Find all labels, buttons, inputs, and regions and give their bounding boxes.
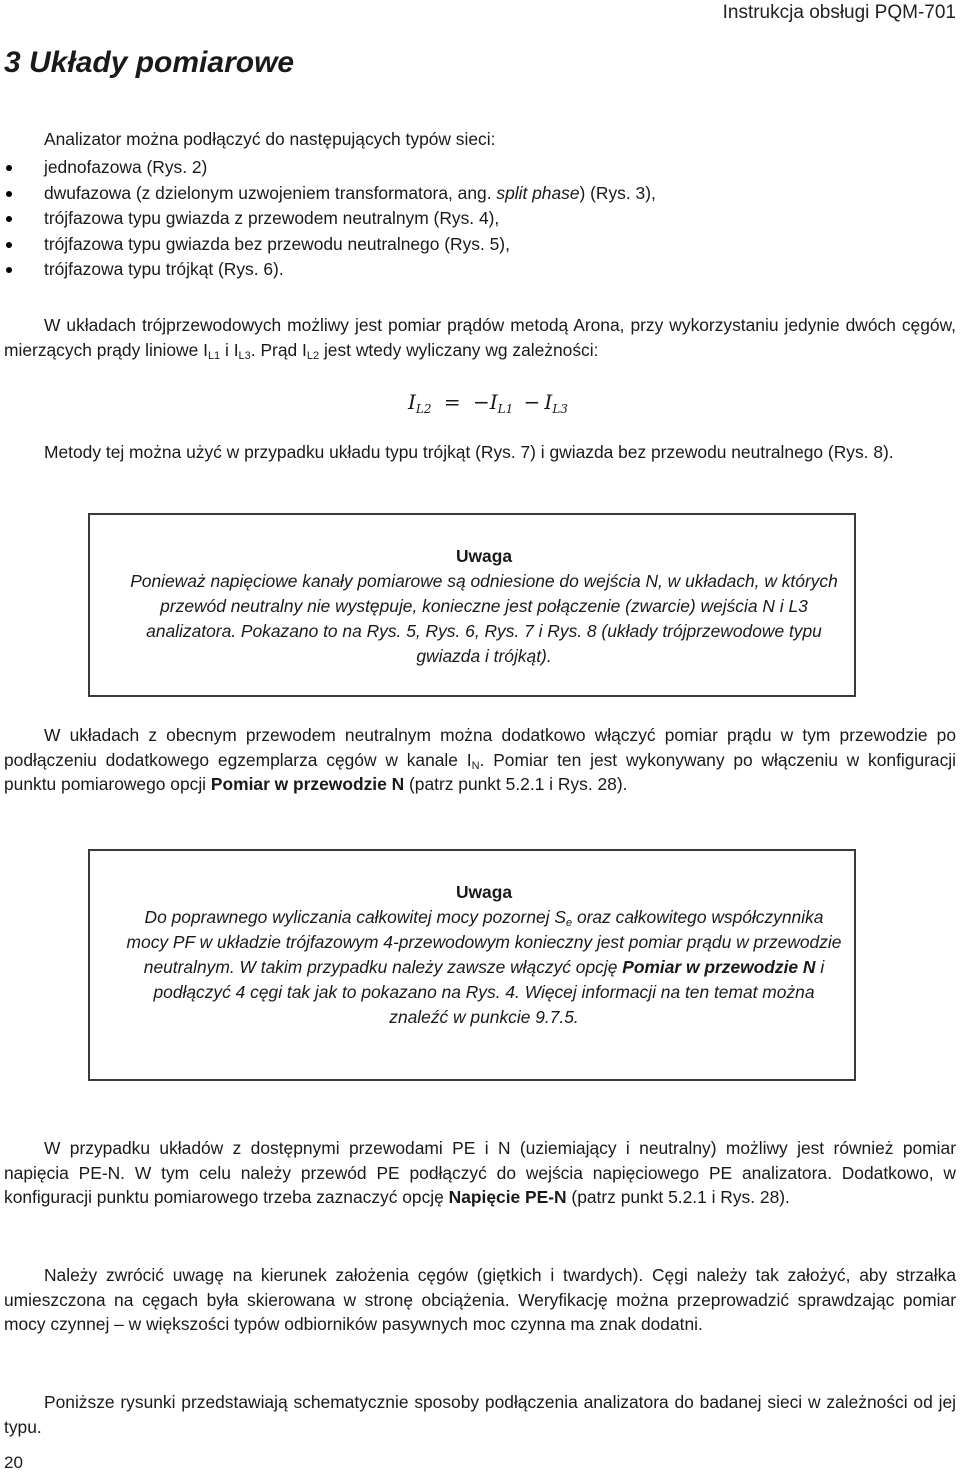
figures-intro-paragraph: Poniższe rysunki przedstawiają schematycznie sposoby podłączenia analizatora do badanej sieci w zależności od jej typu. (4, 1392, 956, 1437)
aron-formula: $I_{L2} = -I_{L1} - I_{L3}$ (408, 390, 568, 416)
pe-n-voltage-paragraph: W przypadku układów z dostępnymi przewodami PE i N (uziemiający i neutralny) możliwy jest również pomiar napięcia PE-N. W tym celu należy przewód PE podłączyć do wejścia napięciowego PE analizatora. Dodatkowo, w konfiguracji punktu pomiarowego trzeba zaznaczyć opcję Napięcie PE-N (patrz punkt 5.2.1 i Rys. 28). (4, 1138, 956, 1207)
note-title: Uwaga (455, 546, 513, 566)
bullet-icon (6, 216, 12, 222)
bullet-icon (6, 191, 12, 197)
network-type-list (0, 155, 656, 283)
note-title: Uwaga (455, 882, 513, 902)
list-item: dwufazowa (z dzielonym uzwojeniem transformatora, ang. split phase) (Rys. 3), (0, 181, 656, 207)
list-item: trójfazowa typu trójkąt (Rys. 6). (0, 257, 656, 283)
section-title: 3 Układy pomiarowe (4, 46, 295, 79)
list-item: trójfazowa typu gwiazda bez przewodu neutralnego (Rys. 5), (0, 232, 656, 258)
note-text: Do poprawnego wyliczania całkowitej mocy pozornej $S_e$ oraz całkowitego współczynnika mocy PF w układzie trójfazowym 4-przewodowym konieczny jest pomiar prądu w przewodzie neutralnym. W takim przypadku należy zawsze włączyć opcję Pomiar w przewodzie N i podłączyć 4 cęgi tak jak to pokazano na Rys. 4. Więcej informacji na ten temat można znaleźć w punkcie 9.7.5. (126, 907, 842, 1027)
note-text: Ponieważ napięciowe kanały pomiarowe są odniesione do wejścia N, w układach, w których przewód neutralny nie występuje, konieczne jest połączenie (zwarcie) wejścia N i L3 analizatora. Pokazano to na Rys. 5, Rys. 6, Rys. 7 i Rys. 8 (układy trójprzewodowe typu gwiazda i trójkąt). (130, 571, 838, 666)
list-item: jednofazowa (Rys. 2) (0, 155, 656, 181)
intro-lead: Analizator można podłączyć do następujących typów sieci: (44, 129, 496, 149)
bullet-icon (6, 267, 12, 273)
note-box-neutral-input (88, 513, 856, 697)
page-number: 20 (4, 1453, 23, 1472)
neutral-current-paragraph: W układach z obecnym przewodem neutralnym można dodatkowo włączyć pomiar prądu w tym przewodzie po podłączeniu dodatkowego egzemplarza cęgów w kanale $I_N$. Pomiar ten jest wykonywany po włączeniu w konfiguracji punktu pomiarowego opcji Pomiar w przewodzie N (patrz punkt 5.2.1 i Rys. 28). (4, 725, 956, 794)
list-item: trójfazowa typu gwiazda z przewodem neutralnym (Rys. 4), (0, 206, 656, 232)
aron-method-paragraph: W układach trójprzewodowych możliwy jest pomiar prądów metodą Arona, przy wykorzystaniu jedynie dwóch cęgów, mierzących prądy liniowe $I_{L1}$ i $I_{L3}$. Prąd $I_{L2}$ jest wtedy wyliczany wg zależności: (4, 315, 956, 362)
bullet-icon (6, 242, 12, 248)
document-header-title: Instrukcja obsługi PQM-701 (722, 2, 956, 23)
note-box-apparent-power (88, 849, 856, 1081)
methods-paragraph: Metody tej można użyć w przypadku układu typu trójkąt (Rys. 7) i gwiazda bez przewodu neutralnego (Rys. 8). (44, 442, 894, 462)
bullet-icon (6, 165, 12, 171)
clamp-direction-paragraph: Należy zwrócić uwagę na kierunek założenia cęgów (giętkich i twardych). Cęgi należy tak założyć, aby strzałka umieszczona na cęgach była skierowana w stronę obciążenia. Weryfikację można przeprowadzić sprawdzając pomiar mocy czynnej – w większości typów odbiorników pasywnych moc czynna ma znak dodatni. (4, 1265, 956, 1334)
